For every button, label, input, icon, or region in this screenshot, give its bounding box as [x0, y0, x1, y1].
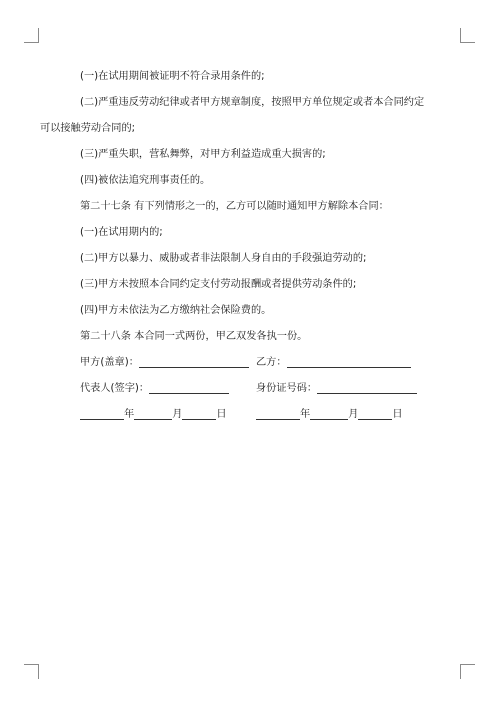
signature-row-parties [60, 350, 444, 376]
party-a-field [80, 350, 249, 376]
signature-row-reps [60, 376, 444, 402]
representative-blank[interactable] [149, 379, 229, 394]
party-b-label: 乙方： [256, 357, 287, 368]
article-27-item-4: (四)甲方未依法为乙方缴纳社会保险费的。 [80, 305, 272, 316]
date-b-day-label: 日 [392, 409, 403, 420]
contract-body [40, 64, 444, 428]
date-b-year-blank[interactable] [256, 405, 300, 420]
representative-field [80, 376, 229, 402]
article-27-item-2: (二)甲方以暴力、威胁或者非法限制人身自由的手段强迫劳动的; [80, 253, 367, 264]
date-b-day-blank[interactable] [358, 405, 392, 420]
date-b-month-blank[interactable] [310, 405, 348, 420]
date-a-year-label: 年 [124, 409, 135, 420]
party-a-label: 甲方(盖章)： [80, 357, 139, 368]
clause-4: (四)被依法追究刑事责任的。 [80, 175, 211, 186]
clause-1: (一)在试用期间被证明不符合录用条件的; [80, 71, 265, 82]
party-b-blank[interactable] [287, 353, 411, 368]
signature-row-dates [60, 402, 444, 428]
date-field-a [80, 402, 227, 428]
party-a-blank[interactable] [139, 353, 249, 368]
date-b-month-label: 月 [348, 409, 359, 420]
date-a-day-label: 日 [216, 409, 227, 420]
party-b-field [256, 350, 411, 376]
article-27: 第二十七条 有下列情形之一的，乙方可以随时通知甲方解除本合同： [80, 201, 389, 212]
clause-3: (三)严重失职，营私舞弊，对甲方利益造成重大损害的; [80, 149, 326, 160]
date-a-year-blank[interactable] [80, 405, 124, 420]
clause-2: (二)严重违反劳动纪律或者甲方规章制度，按照甲方单位规定或者本合同约定可以接触劳动合同的; [40, 97, 425, 134]
date-a-month-label: 月 [172, 409, 183, 420]
crop-mark-bottom-left [24, 664, 39, 679]
date-b-year-label: 年 [300, 409, 311, 420]
crop-mark-top-right [460, 28, 475, 43]
date-a-day-blank[interactable] [182, 405, 216, 420]
article-28: 第二十八条 本合同一式两份，甲乙双发各执一份。 [80, 331, 308, 342]
article-27-item-3: (三)甲方未按照本合同约定支付劳动报酬或者提供劳动条件的; [80, 279, 357, 290]
article-27-item-1: (一)在试用期内的; [80, 227, 163, 238]
id-number-label: 身份证号码： [256, 383, 318, 394]
date-a-month-blank[interactable] [134, 405, 172, 420]
crop-mark-top-left [24, 28, 39, 43]
crop-mark-bottom-right [460, 664, 475, 679]
id-number-field [256, 376, 417, 402]
id-number-blank[interactable] [317, 379, 417, 394]
representative-label: 代表人(签字)： [80, 383, 150, 394]
date-field-b [256, 402, 403, 428]
